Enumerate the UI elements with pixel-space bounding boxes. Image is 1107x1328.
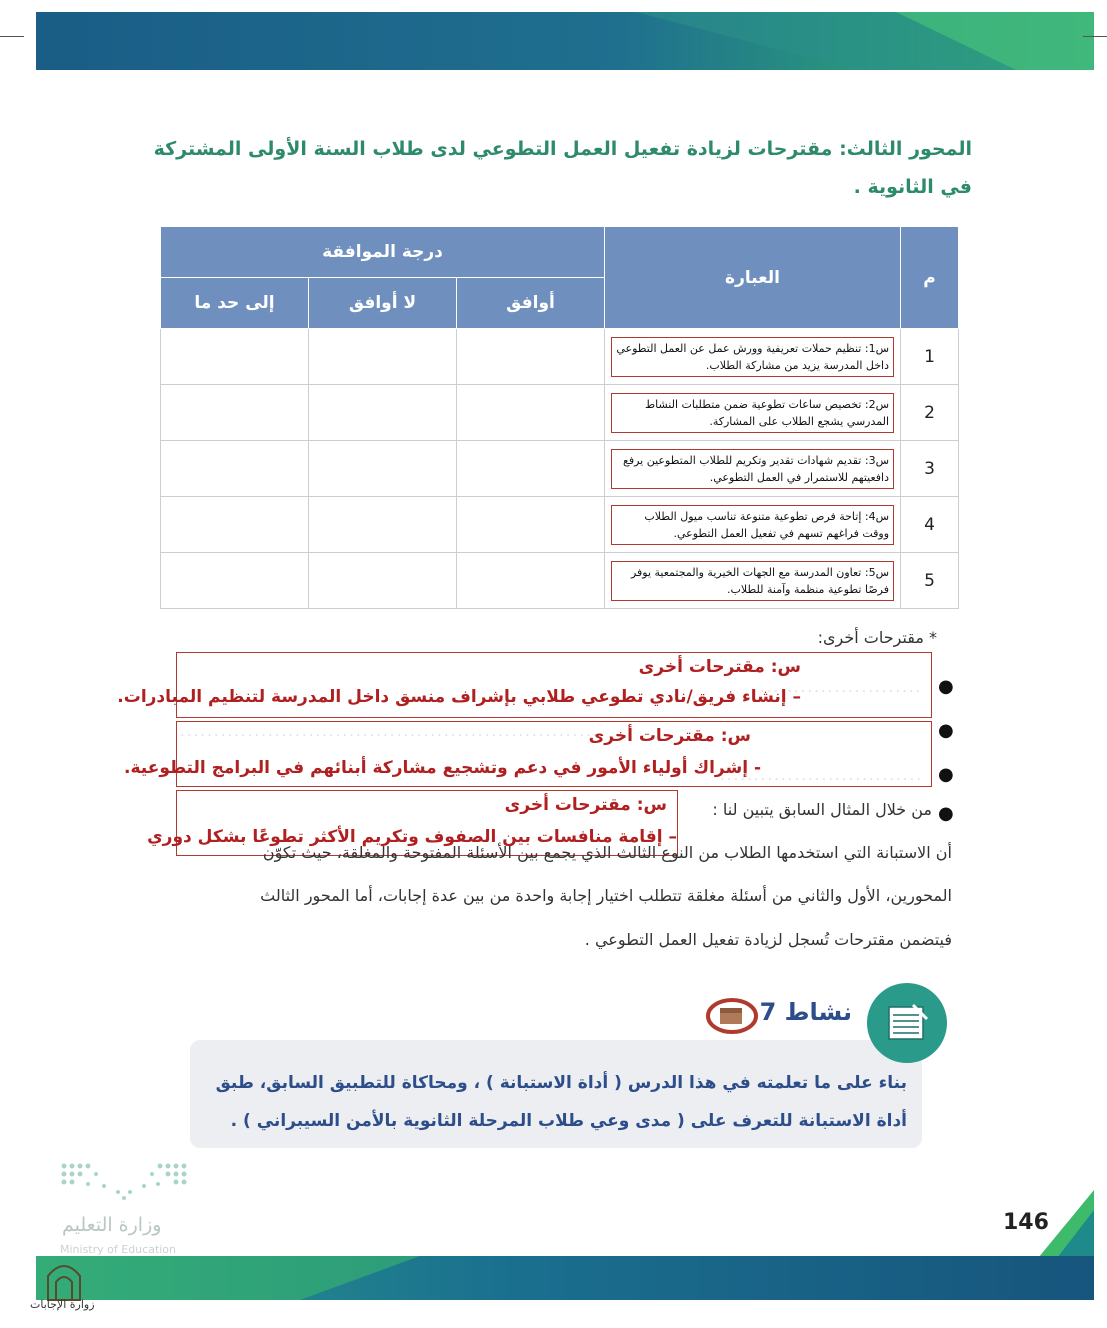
table-row	[161, 329, 959, 385]
statement-text: س3: تقديم شهادات تقدير وتكريم للطلاب المتطوعين يرفع دافعيتهم للاستمرار في العمل التطوعي.	[611, 449, 894, 489]
answer-question: س: مقترحات أخرى	[588, 726, 751, 746]
header-disagree: لا أوافق	[309, 278, 457, 329]
agree-cell[interactable]	[457, 553, 605, 609]
table-row	[161, 553, 959, 609]
answer-text: – إقامة منافسات بين الصفوف وتكريم الأكثر تطوعًا بشكل دوري	[147, 827, 677, 847]
table-row	[161, 497, 959, 553]
somewhat-cell[interactable]	[161, 385, 309, 441]
top-banner	[36, 12, 1094, 70]
activity-line-2: أداة الاستبانة للتعرف على ( مدى وعي طلاب المرحلة الثانوية بالأمن السيبراني ) .	[230, 1111, 907, 1131]
somewhat-cell[interactable]	[161, 441, 309, 497]
disagree-cell[interactable]	[309, 497, 457, 553]
paragraph-line: المحورين، الأول والثاني من أسئلة مغلقة تتطلب اختيار إجابة واحدة من بين عدة إجابات، أما المحور الثالث	[260, 886, 952, 905]
row-number: 4	[901, 497, 959, 553]
disagree-cell[interactable]	[309, 385, 457, 441]
answer-question: س: مقترحات أخرى	[638, 657, 801, 677]
table-row	[161, 441, 959, 497]
row-number: 2	[901, 385, 959, 441]
axis-heading-line-2: في الثانوية .	[853, 176, 972, 198]
disagree-cell[interactable]	[309, 329, 457, 385]
somewhat-cell[interactable]	[161, 329, 309, 385]
bullet: ●	[938, 803, 954, 824]
activity-text	[187, 1064, 907, 1140]
watermark-text: زوارة الإجابات	[30, 1298, 95, 1311]
row-number: 1	[901, 329, 959, 385]
disagree-cell[interactable]	[309, 553, 457, 609]
other-suggestions-label	[818, 628, 937, 647]
activity-line-1: بناء على ما تعلمته في هذا الدرس ( أداة الاستبانة ) ، ومحاكاة للتطبيق السابق، طبق	[215, 1073, 907, 1093]
header-somewhat: إلى حد ما	[161, 278, 309, 329]
notebook-pen-icon	[867, 983, 947, 1063]
star-mark: *	[929, 628, 937, 647]
activity-badge	[867, 983, 947, 1063]
answer-question: س: مقترحات أخرى	[504, 795, 667, 815]
bullet: ●	[938, 764, 954, 785]
crop-mark	[0, 36, 24, 37]
ministry-name-ar: وزارة التعليم	[62, 1214, 162, 1236]
axis-heading	[152, 130, 972, 206]
statement-text: س5: تعاون المدرسة مع الجهات الخيرية والمجتمعية يوفر فرصًا تطوعية منظمة وآمنة للطلاب.	[611, 561, 894, 601]
page-number: 146	[1003, 1210, 1049, 1235]
survey-table	[160, 226, 959, 609]
axis-heading-line-1: المحور الثالث: مقترحات لزيادة تفعيل العمل التطوعي لدى طلاب السنة الأولى المشتركة	[153, 138, 972, 160]
answer-box[interactable]	[124, 721, 932, 787]
header-num: م	[901, 227, 959, 329]
paragraph-line: فيتضمن مقترحات تُسجل لزيادة تفعيل العمل التطوعي .	[584, 930, 952, 949]
row-number: 3	[901, 441, 959, 497]
answer-text: – إنشاء فريق/نادي تطوعي طلابي بإشراف منسق داخل المدرسة لتنظيم المبادرات.	[117, 687, 801, 707]
bottom-banner	[0, 1256, 1107, 1328]
agree-cell[interactable]	[457, 497, 605, 553]
header-agreement: درجة الموافقة	[161, 227, 605, 278]
activity-label: نشاط 7	[759, 998, 852, 1026]
header-statement: العبارة	[605, 227, 901, 329]
ministry-name-en: Ministry of Education	[60, 1243, 177, 1256]
disagree-cell[interactable]	[309, 441, 457, 497]
somewhat-cell[interactable]	[161, 497, 309, 553]
statement-text: س1: تنظيم حملات تعريفية وورش عمل عن العمل التطوعي داخل المدرسة يزيد من مشاركة الطلاب.	[611, 337, 894, 377]
paragraph-line: من خلال المثال السابق يتبين لنا :	[712, 800, 932, 819]
statement-text: س4: إتاحة فرص تطوعية متنوعة تناسب ميول الطلاب ووقت فراغهم تسهم في تفعيل العمل التطوعي.	[611, 505, 894, 545]
statement-text: س2: تخصيص ساعات تطوعية ضمن متطلبات النشاط المدرسي يشجع الطلاب على المشاركة.	[611, 393, 894, 433]
bullet: ●	[938, 720, 954, 741]
agree-cell[interactable]	[457, 441, 605, 497]
answer-text: - إشراك أولياء الأمور في دعم وتشجيع مشاركة أبنائهم في البرامج التطوعية.	[124, 758, 761, 778]
agree-cell[interactable]	[457, 385, 605, 441]
crop-mark	[1083, 36, 1107, 37]
watermark-logo-icon	[44, 1256, 84, 1302]
table-row	[161, 385, 959, 441]
header-agree: أوافق	[457, 278, 605, 329]
box-icon	[706, 996, 758, 1036]
other-label-text: مقترحات أخرى:	[817, 628, 924, 647]
paragraph-line: أن الاستبانة التي استخدمها الطلاب من النوع الثالث الذي يجمع بين الأسئلة المفتوحة والمغلقة، حيث تكوّن	[262, 843, 952, 862]
ministry-logo-dots	[58, 1160, 190, 1206]
agree-cell[interactable]	[457, 329, 605, 385]
bullet: ●	[938, 676, 954, 697]
answer-box[interactable]	[117, 652, 932, 718]
row-number: 5	[901, 553, 959, 609]
somewhat-cell[interactable]	[161, 553, 309, 609]
